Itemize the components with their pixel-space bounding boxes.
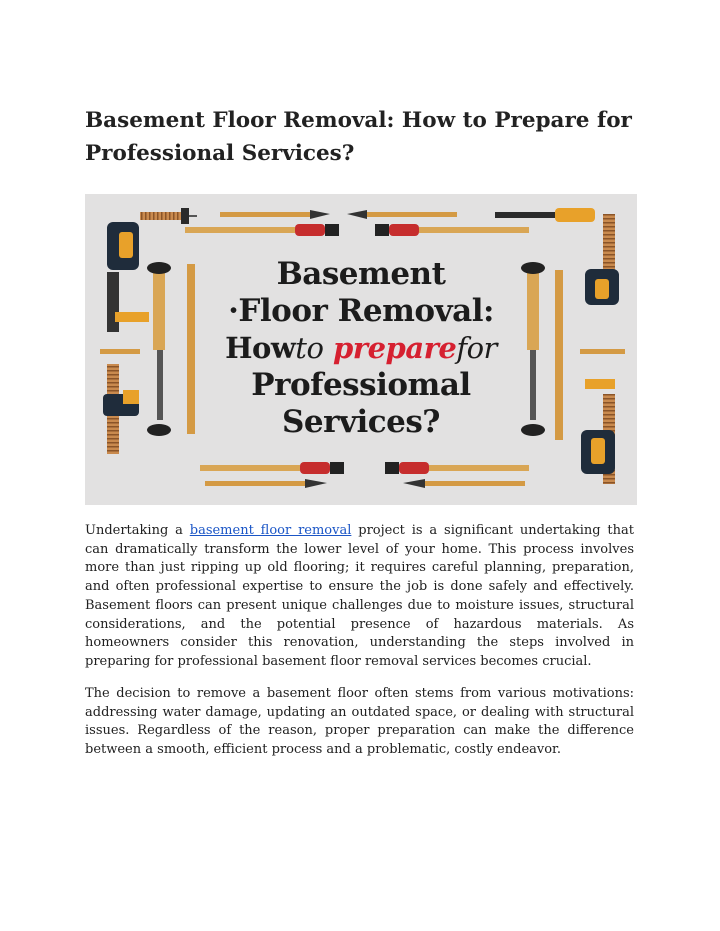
left-tools	[100, 222, 195, 454]
right-tools	[521, 214, 625, 484]
paragraph-intro	[85, 522, 634, 672]
hero-line-4: Professiomal	[251, 367, 471, 403]
hero-to: to	[295, 331, 324, 365]
hero-line-5: Services?	[282, 404, 440, 440]
hero-prepare: prepare	[333, 331, 457, 365]
paragraph-decision: The decision to remove a basement floor often stems from various motivations: addressing water damage, updating an outdated space, or dealing with structural issues. Regardless of the reason, proper preparation can make the difference between a smooth, efficient process and a problematic, costly endeavor.	[85, 686, 634, 758]
hero-line-2: ·Floor Removal:	[228, 293, 494, 329]
hero-heading	[205, 256, 517, 441]
hero-image	[85, 194, 637, 505]
bottom-tools	[200, 462, 529, 488]
top-tools	[140, 208, 595, 236]
hero-line-3	[205, 330, 517, 367]
hero-how: How	[225, 331, 296, 365]
para1-after: project is a significant undertaking that can dramatically transform the lower level of your home. This process involves more than just ripping up old flooring; it requires careful planning, preparation, and often professional expertise to ensure the job is done safely and effectively. Basement floors can present unique challenges due to moisture issues, structural considerations, and the potential presence of hazardous materials. As homeowners consider this renovation, understanding the steps involved in preparing for professional basement floor removal services becomes crucial.	[85, 523, 634, 669]
hero-line-1: Basement	[276, 256, 446, 292]
article-title: Basement Floor Removal: How to Prepare for Professional Services?	[85, 108, 632, 166]
basement-floor-removal-link[interactable]: basement floor removal	[189, 523, 352, 538]
hero-for: for	[456, 331, 497, 365]
para1-before: Undertaking a	[85, 523, 190, 538]
